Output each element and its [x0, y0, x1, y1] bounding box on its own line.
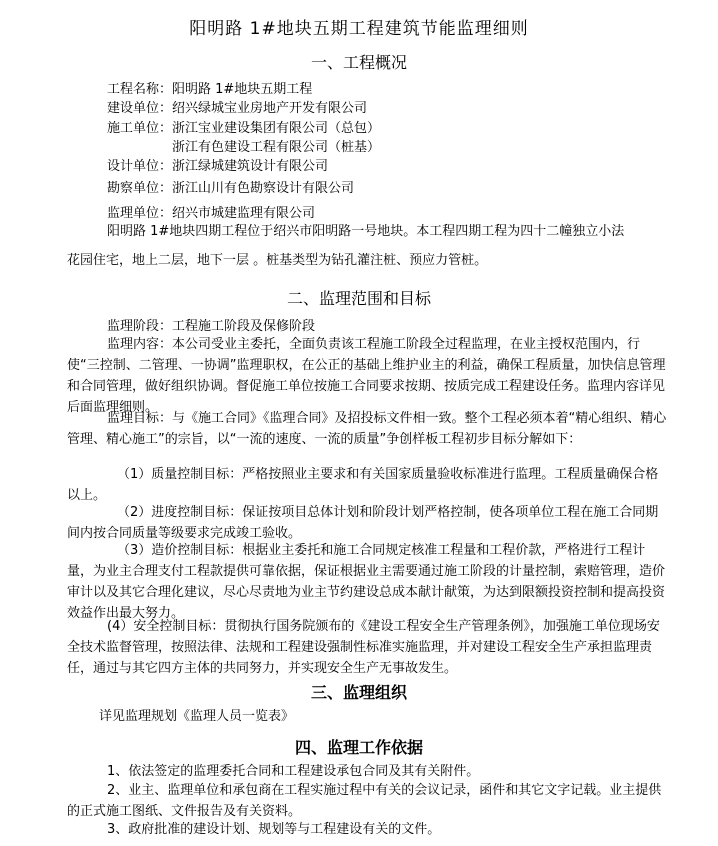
cost-goal-paragraph: （3）造价控制目标：根据业主委托和施工合同规定核准工程量和工程价款，严格进行工程计量，为业主合理支付工程款提供可靠依据，保证根据业主需要通过施工阶段的计量控制，索赔管理，造价审计以及其它合理化建议，尽心尽责地为业主节约建设总成本献计献策，为达到限额投资控制和提高投资效益作出最大努力。 [67, 543, 666, 621]
project-name-line: 工程名称：阳明路 1#地块五期工程 [107, 82, 313, 97]
project-description-line-2: 花园住宅，地上二层，地下一层 。桩基类型为钻孔灌注桩、预应力管桩。 [67, 253, 488, 268]
section-4-heading: 四、监理工作依据 [294, 738, 423, 757]
project-description-line-1: 阳明路 1#地块四期工程位于绍兴市阳明路一号地块。本工程四期工程为四十二幢独立小法 [107, 224, 625, 239]
safety-goal-paragraph: (4）安全控制目标：贯彻执行国务院颁布的《建设工程安全生产管理条例》，加强施工单位现场安全技术监督管理，按照法律、法规和工程建设强制性标准实施监理，并对建设工程安全生产承担监理责任，通过与其它四方主体的共同努力，并实现安全生产无事故发生。 [67, 619, 660, 676]
organization-reference: 详见监理规划《监理人员一览表》 [99, 709, 295, 724]
section-3-heading: 三、监理组织 [310, 683, 407, 702]
supervision-content-paragraph: 监理内容：本公司受业主委托，全面负责该工程施工阶段全过程监理，在业主授权范围内，行使“三控制、二管理、一协调”监理职权，在公正的基础上维护业主的利益，确保工程质量，加快信息管理和合同管理，做好组织协调。督促施工单位按施工合同要求按期、按质完成工程建设任务。监理内容详见后面监理细则。 [67, 337, 666, 415]
supervision-goal-paragraph: 监理目标：与《施工合同》《监理合同》及招投标文件相一致。整个工程必须本着“精心组织、精心管理、精心施工”的宗旨，以“一流的速度、一流的质量”争创样板工程初步目标分解如下： [67, 411, 667, 447]
owner-unit-line: 建设单位：绍兴绿城宝业房地产开发有限公司 [107, 101, 368, 116]
contractor-unit-line: 施工单位：浙江宝业建设集团有限公司（总包） [107, 121, 381, 136]
survey-unit-line: 勘察单位：浙江山川有色勘察设计有限公司 [107, 181, 355, 196]
supervision-stage: 监理阶段：工程施工阶段及保修阶段 [107, 319, 316, 334]
document-title: 阳明路 1#地块五期工程建筑节能监理细则 [189, 19, 529, 39]
supervision-unit-line: 监理单位：绍兴市城建监理有限公司 [107, 206, 316, 221]
quality-goal-paragraph: （1）质量控制目标：严格按照业主要求和有关国家质量验收标准进行监理。工程质量确保合格以上。 [67, 467, 659, 503]
section-1-heading: 一、工程概况 [310, 53, 407, 72]
basis-item-2: 2、业主、监理单位和承包商在工程实施过程中有关的会议记录，函件和其它文字记载。业主提供的正式施工图纸、文件报告及有关资料。 [67, 783, 662, 819]
basis-item-1: 1、依法签定的监理委托合同和工程建设承包合同及其有关附件。 [107, 764, 480, 779]
section-2-heading: 二、监理范围和目标 [286, 289, 431, 308]
pile-contractor-line: 浙江有色建设工程有限公司（桩基） [172, 140, 381, 155]
schedule-goal-paragraph: （2）进度控制目标：保证按项目总体计划和阶段计划严格控制，使各项单位工程在施工合同期间内按合同质量等级要求完成竣工验收。 [67, 505, 659, 541]
design-unit-line: 设计单位：浙江绿城建筑设计有限公司 [107, 159, 329, 174]
basis-item-3: 3、政府批准的建设计划、规划等与工程建设有关的文件。 [107, 822, 441, 837]
